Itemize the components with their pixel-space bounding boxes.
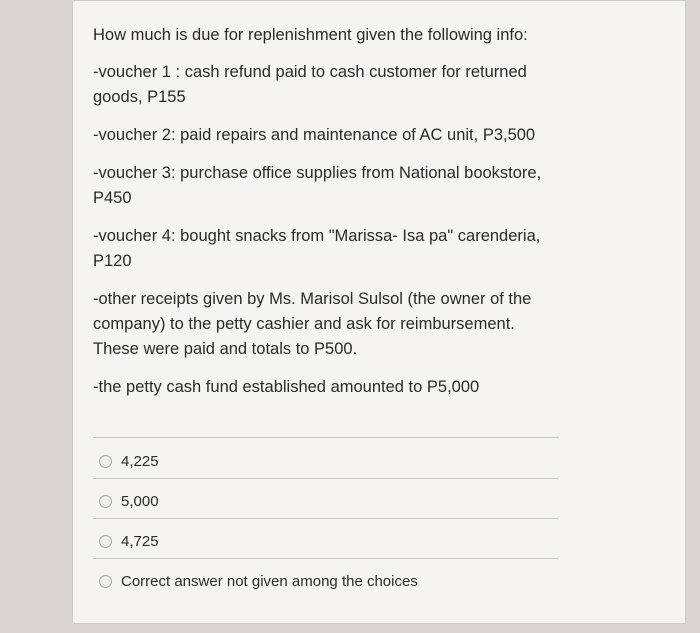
question-paragraph-voucher-1: -voucher 1 : cash refund paid to cash customer for returned goods, P155	[93, 63, 527, 106]
radio-button[interactable]	[99, 535, 112, 548]
divider	[93, 518, 559, 519]
answer-option-2[interactable]	[99, 489, 159, 513]
divider	[93, 478, 559, 479]
question-paragraph-voucher-3: -voucher 3: purchase office supplies from National bookstore, P450	[93, 164, 542, 207]
radio-button[interactable]	[99, 575, 112, 588]
question-paragraph-voucher-2: -voucher 2: paid repairs and maintenance of AC unit, P3,500	[93, 126, 536, 144]
question-paragraph-other-receipts: -other receipts given by Ms. Marisol Sulsol (the owner of the company) to the petty cashier and ask for reimbursement. These were paid and totals to P500.	[93, 290, 532, 358]
divider	[93, 558, 559, 559]
answer-option-label: Correct answer not given among the choices	[121, 572, 418, 590]
divider	[93, 437, 559, 438]
answer-option-3[interactable]	[99, 529, 159, 553]
question-title: How much is due for replenishment given the following info:	[93, 26, 528, 44]
radio-button[interactable]	[99, 495, 112, 508]
answer-option-label: 5,000	[121, 492, 159, 510]
question-card	[72, 0, 686, 624]
question-text	[93, 23, 563, 413]
answer-option-4[interactable]	[99, 569, 418, 593]
answer-option-label: 4,725	[121, 532, 159, 550]
answer-option-1[interactable]	[99, 449, 159, 473]
radio-button[interactable]	[99, 455, 112, 468]
question-paragraph-fund: -the petty cash fund established amounted to P5,000	[93, 378, 480, 396]
answer-option-label: 4,225	[121, 452, 159, 470]
question-paragraph-voucher-4: -voucher 4: bought snacks from "Marissa- Isa pa" carenderia, P120	[93, 227, 541, 270]
